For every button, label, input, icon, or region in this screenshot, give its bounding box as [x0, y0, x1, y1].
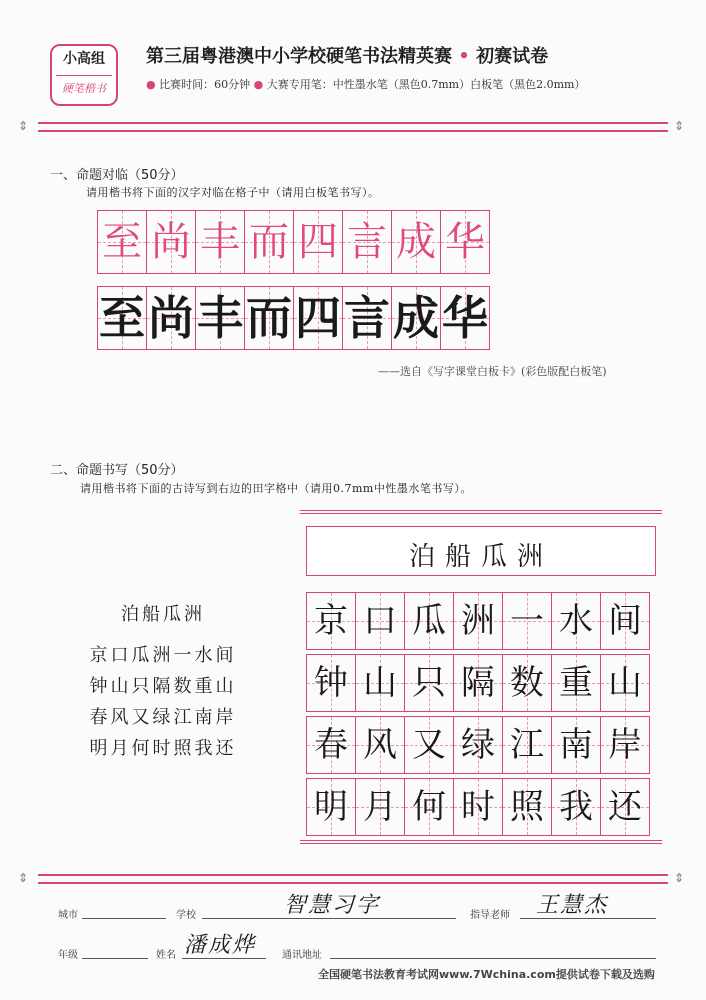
model-grid: [97, 210, 490, 274]
answer-title: 泊船瓜洲: [408, 542, 553, 572]
badge-category-label: 硬笔楷书: [62, 82, 106, 95]
copied-char: 华: [442, 291, 488, 345]
group-badge: [50, 44, 118, 106]
grid-cell: [453, 592, 503, 650]
grid-cell: [391, 210, 441, 274]
model-char: 四: [298, 219, 338, 265]
grid-cell: [453, 654, 503, 712]
answer-char: 江: [510, 725, 544, 765]
teacher-label: 指导老师: [470, 910, 510, 921]
answer-char: 照: [510, 787, 544, 827]
section2-instruction: 请用楷书将下面的古诗写到右边的田字格中（请用0.7mm中性墨水笔书写）。: [80, 482, 472, 495]
model-char: 至: [102, 219, 142, 265]
name-value: 潘成烨: [184, 933, 257, 958]
answer-sheet: [300, 510, 662, 844]
grid-cell: [551, 716, 601, 774]
answer-char: 山: [363, 663, 397, 703]
band-ornament-icon: ⇕: [18, 871, 29, 885]
grade-label: 年级: [58, 950, 78, 961]
answer-title-box: [306, 526, 656, 576]
grid-cell: [551, 778, 601, 836]
answer-char: 月: [363, 787, 397, 827]
grid-cell: [97, 286, 147, 350]
answer-char: 何: [412, 787, 446, 827]
section1-title: 一、命题对临（50分）: [50, 168, 184, 183]
grid-cell: [391, 286, 441, 350]
grid-cell: [342, 210, 392, 274]
answer-row: [306, 716, 650, 774]
grid-cell: [355, 592, 405, 650]
contest-pen-spec: 大赛专用笔：中性墨水笔（黑色0.7mm）白板笔（黑色2.0mm）: [266, 78, 586, 91]
grid-cell: [244, 210, 294, 274]
contest-title: [146, 42, 548, 68]
answer-row: [306, 778, 650, 836]
grid-cell: [293, 286, 343, 350]
grid-cell: [502, 654, 552, 712]
grid-cell: [355, 654, 405, 712]
source-note: ——选自《写字课堂白板卡》(彩色版配白板笔): [378, 365, 607, 378]
band-ornament-icon: ⇕: [674, 871, 685, 885]
grid-cell: [342, 286, 392, 350]
answer-row: [306, 654, 650, 712]
answer-char: 时: [461, 787, 495, 827]
poem-line: 钟山只隔数重山: [89, 676, 237, 697]
school-label: 学校: [176, 910, 196, 921]
grid-cell: [502, 778, 552, 836]
poem-reference: [58, 600, 268, 764]
model-char: 华: [445, 219, 485, 265]
answer-char: 只: [412, 663, 446, 703]
copied-char: 丰: [197, 291, 243, 345]
answer-char: 又: [412, 725, 446, 765]
answer-char: 口: [363, 601, 397, 641]
answer-char: 瓜: [412, 601, 446, 641]
city-label: 城市: [58, 910, 78, 921]
answer-char: 数: [510, 663, 544, 703]
grid-cell: [440, 286, 490, 350]
answer-char: 水: [559, 601, 593, 641]
teacher-value: 王慧杰: [536, 893, 609, 918]
address-label: 通讯地址: [282, 950, 322, 961]
grid-cell: [502, 592, 552, 650]
contest-meta: [146, 76, 585, 92]
answer-char: 山: [608, 663, 642, 703]
meta-bullet-icon: ●: [253, 78, 264, 91]
grid-cell: [355, 778, 405, 836]
address-field[interactable]: [330, 958, 656, 959]
badge-group-label: 小高组: [63, 51, 105, 67]
grid-cell: [551, 592, 601, 650]
grid-cell: [600, 716, 650, 774]
copied-char: 而: [246, 291, 292, 345]
poem-line: 京口瓜洲一水间: [89, 645, 237, 666]
grid-cell: [195, 210, 245, 274]
answer-row: [306, 592, 650, 650]
grid-cell: [306, 778, 356, 836]
grid-cell: [502, 716, 552, 774]
copied-char: 至: [99, 291, 145, 345]
grid-cell: [306, 716, 356, 774]
grid-cell: [97, 210, 147, 274]
band-ornament-icon: ⇕: [674, 119, 685, 133]
footer-band: [38, 874, 668, 884]
model-char: 言: [347, 219, 387, 265]
model-char: 尚: [151, 219, 191, 265]
title-bullet-icon: •: [458, 46, 470, 67]
section2-title: 二、命题书写（50分）: [50, 463, 184, 478]
grade-field[interactable]: [82, 958, 148, 959]
poem-line: 明月何时照我还: [89, 738, 237, 759]
band-ornament-icon: ⇕: [18, 119, 29, 133]
answer-char: 南: [559, 725, 593, 765]
answer-char: 岸: [608, 725, 642, 765]
badge-divider: [56, 75, 112, 76]
grid-cell: [404, 592, 454, 650]
city-field[interactable]: [82, 918, 166, 919]
grid-cell: [146, 286, 196, 350]
copy-grid: [97, 286, 490, 350]
promo-text: 全国硬笔书法教育考试网www.7Wchina.com提供试卷下载及选购: [318, 968, 655, 981]
answer-char: 间: [608, 601, 642, 641]
grid-cell: [293, 210, 343, 274]
header-band: [38, 122, 668, 132]
grid-cell: [453, 716, 503, 774]
school-value: 智慧习字: [284, 893, 381, 918]
grid-cell: [551, 654, 601, 712]
copied-char: 成: [393, 291, 439, 345]
copied-char: 四: [295, 291, 341, 345]
grid-cell: [404, 654, 454, 712]
answer-char: 明: [314, 787, 348, 827]
answer-char: 风: [363, 725, 397, 765]
grid-cell: [306, 654, 356, 712]
contest-stage: 初赛试卷: [476, 46, 549, 67]
answer-char: 洲: [461, 601, 495, 641]
answer-char: 一: [510, 601, 544, 641]
answer-char: 京: [314, 601, 348, 641]
poem-title: 泊船瓜洲: [121, 604, 205, 625]
section1-instruction: 请用楷书将下面的汉字对临在格子中（请用白板笔书写）。: [86, 186, 380, 199]
grid-cell: [453, 778, 503, 836]
grid-cell: [600, 592, 650, 650]
grid-cell: [146, 210, 196, 274]
grid-cell: [440, 210, 490, 274]
contest-name: 第三届粤港澳中小学校硬笔书法精英赛: [146, 46, 452, 67]
model-char: 丰: [200, 219, 240, 265]
name-label: 姓名: [156, 950, 176, 961]
answer-char: 春: [314, 725, 348, 765]
grid-cell: [600, 778, 650, 836]
grid-cell: [355, 716, 405, 774]
answer-char: 重: [559, 663, 593, 703]
grid-cell: [195, 286, 245, 350]
grid-cell: [306, 592, 356, 650]
grid-cell: [404, 716, 454, 774]
grid-cell: [244, 286, 294, 350]
model-char: 而: [249, 219, 289, 265]
answer-char: 还: [608, 787, 642, 827]
grid-cell: [404, 778, 454, 836]
poem-line: 春风又绿江南岸: [89, 707, 237, 728]
copied-char: 言: [344, 291, 390, 345]
grid-cell: [600, 654, 650, 712]
meta-bullet-icon: ●: [146, 78, 156, 91]
model-char: 成: [396, 219, 436, 265]
contest-time: 比赛时间：60分钟: [159, 78, 251, 91]
answer-char: 隔: [461, 663, 495, 703]
copied-char: 尚: [148, 291, 194, 345]
answer-char: 钟: [314, 663, 348, 703]
answer-char: 绿: [461, 725, 495, 765]
answer-char: 我: [559, 787, 593, 827]
